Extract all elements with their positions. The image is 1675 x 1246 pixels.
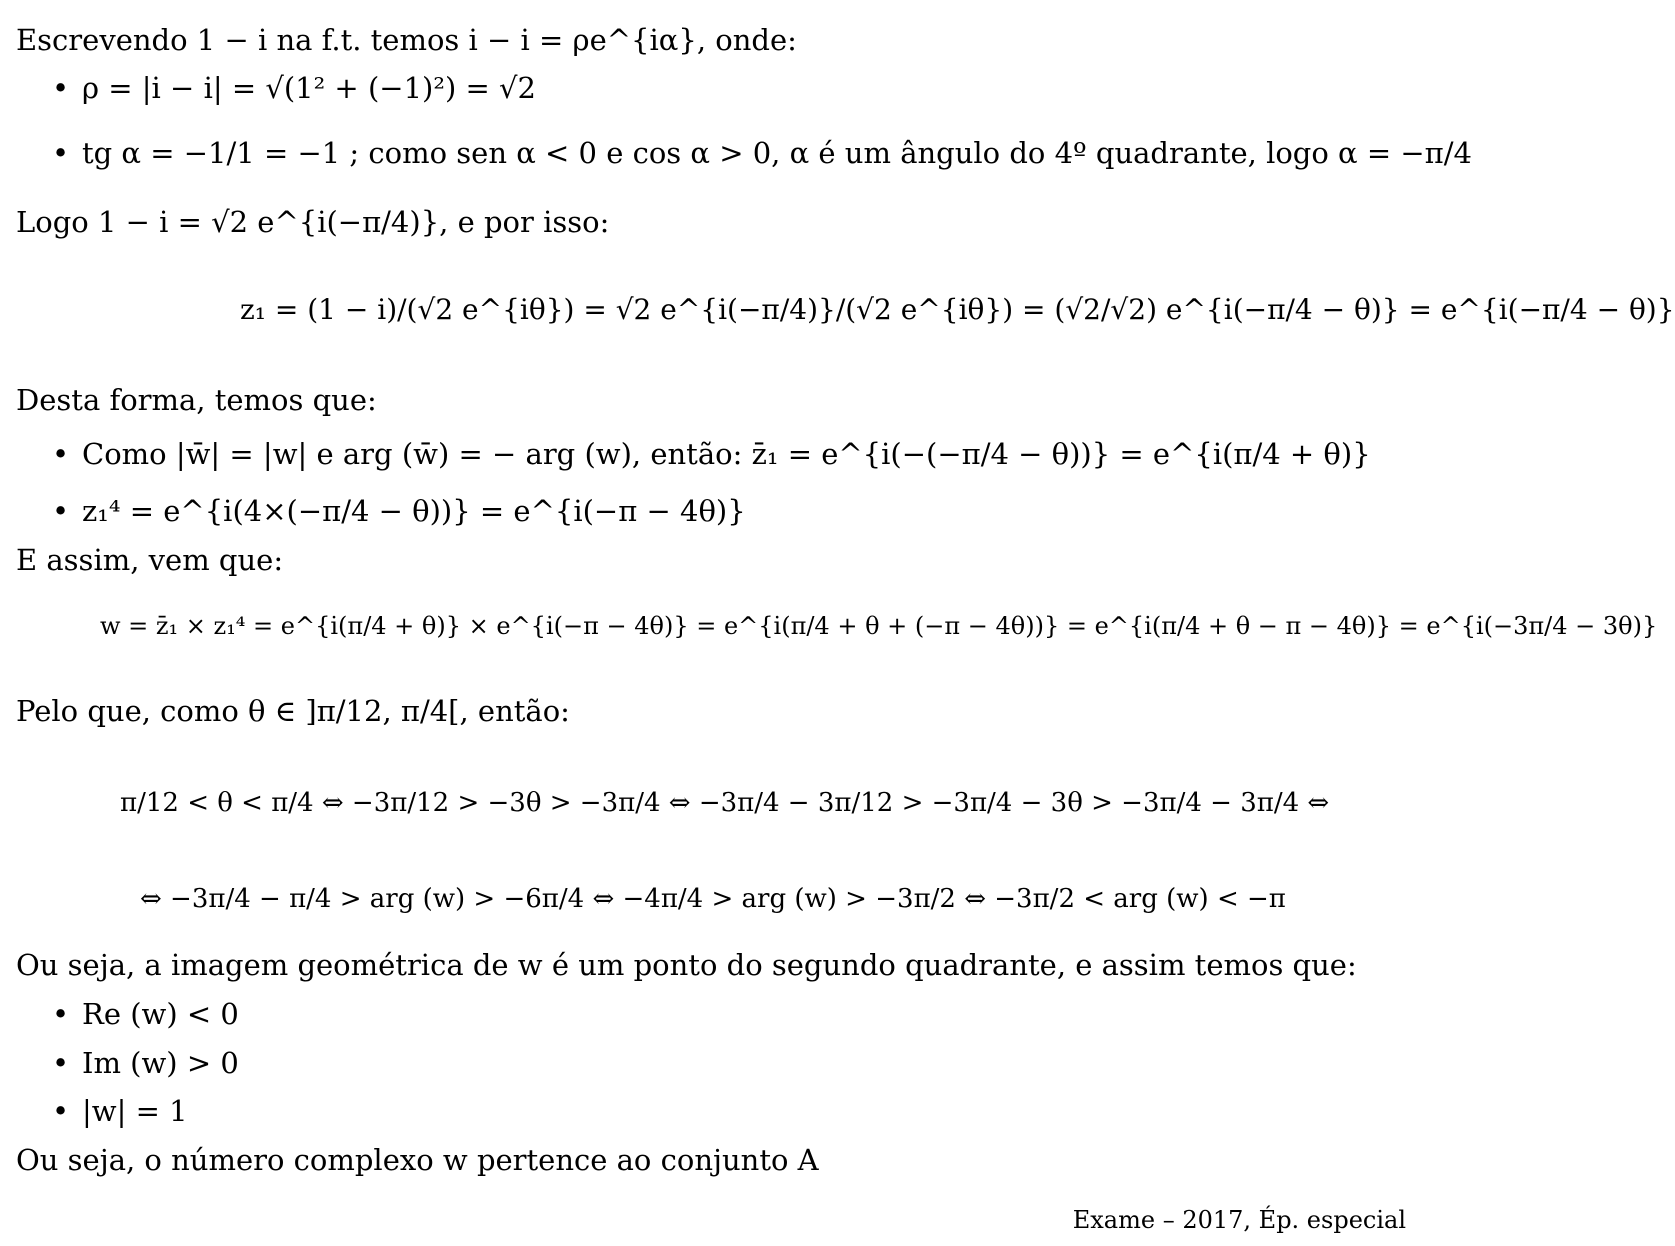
bullet-im-text: Im (w) > 0: [82, 1046, 239, 1080]
bullet-rho-text: ρ = |i − i| = √(1² + (−1)²) = √2: [82, 71, 536, 105]
source-footer: Exame – 2017, Ép. especial: [1072, 1206, 1406, 1234]
intro-line: Escrevendo 1 − i na f.t. temos i − i = ρe^{iα}, onde:: [16, 23, 797, 57]
bullet-abs-text: |w| = 1: [82, 1094, 188, 1128]
e-assim-line: E assim, vem que:: [16, 543, 284, 577]
equation-z1: z₁ = (1 − i)/(√2 e^{iθ}) = √2 e^{i(−π/4)}/(√2 e^{iθ}) = (√2/√2) e^{i(−π/4 − θ)} = e^{i(−π/4 − θ)}: [240, 293, 1675, 326]
inequality-line-1: π/12 < θ < π/4 ⇔ −3π/12 > −3θ > −3π/4 ⇔ −3π/4 − 3π/12 > −3π/4 − 3θ > −3π/4 − 3π/4 ⇔: [120, 788, 1330, 818]
desta-forma-line: Desta forma, temos que:: [16, 383, 377, 417]
ou-seja-line-1: Ou seja, a imagem geométrica de w é um ponto do segundo quadrante, e assim temos que:: [16, 948, 1357, 982]
inequality-line-2: ⇔ −3π/4 − π/4 > arg (w) > −6π/4 ⇔ −4π/4 > arg (w) > −3π/2 ⇔ −3π/2 < arg (w) < −π: [140, 884, 1286, 914]
pelo-que-line: Pelo que, como θ ∈ ]π/12, π/4[, então:: [16, 694, 570, 728]
bullet-conjugate-text: Como |w̄| = |w| e arg (w̄) = − arg (w), então: z̄₁ = e^{i(−(−π/4 − θ))} = e^{i(π/4 + θ)}: [82, 437, 1371, 471]
ou-seja-line-2: Ou seja, o número complexo w pertence ao conjunto A: [16, 1143, 819, 1177]
bullet-re-text: Re (w) < 0: [82, 997, 239, 1031]
logo-line: Logo 1 − i = √2 e^{i(−π/4)}, e por isso:: [16, 205, 610, 239]
bullet-tg-text: tg α = −1/1 = −1 ; como sen α < 0 e cos α > 0, α é um ângulo do 4º quadrante, logo α = −π/4: [82, 136, 1472, 170]
bullet-power-text: z₁⁴ = e^{i(4×(−π/4 − θ))} = e^{i(−π − 4θ)}: [82, 494, 746, 528]
equation-w: w = z̄₁ × z₁⁴ = e^{i(π/4 + θ)} × e^{i(−π − 4θ)} = e^{i(π/4 + θ + (−π − 4θ))} = e^{i(π/4 + θ − π − 4θ)} = e^{i(−3π/4 − 3θ)}: [100, 612, 1658, 640]
